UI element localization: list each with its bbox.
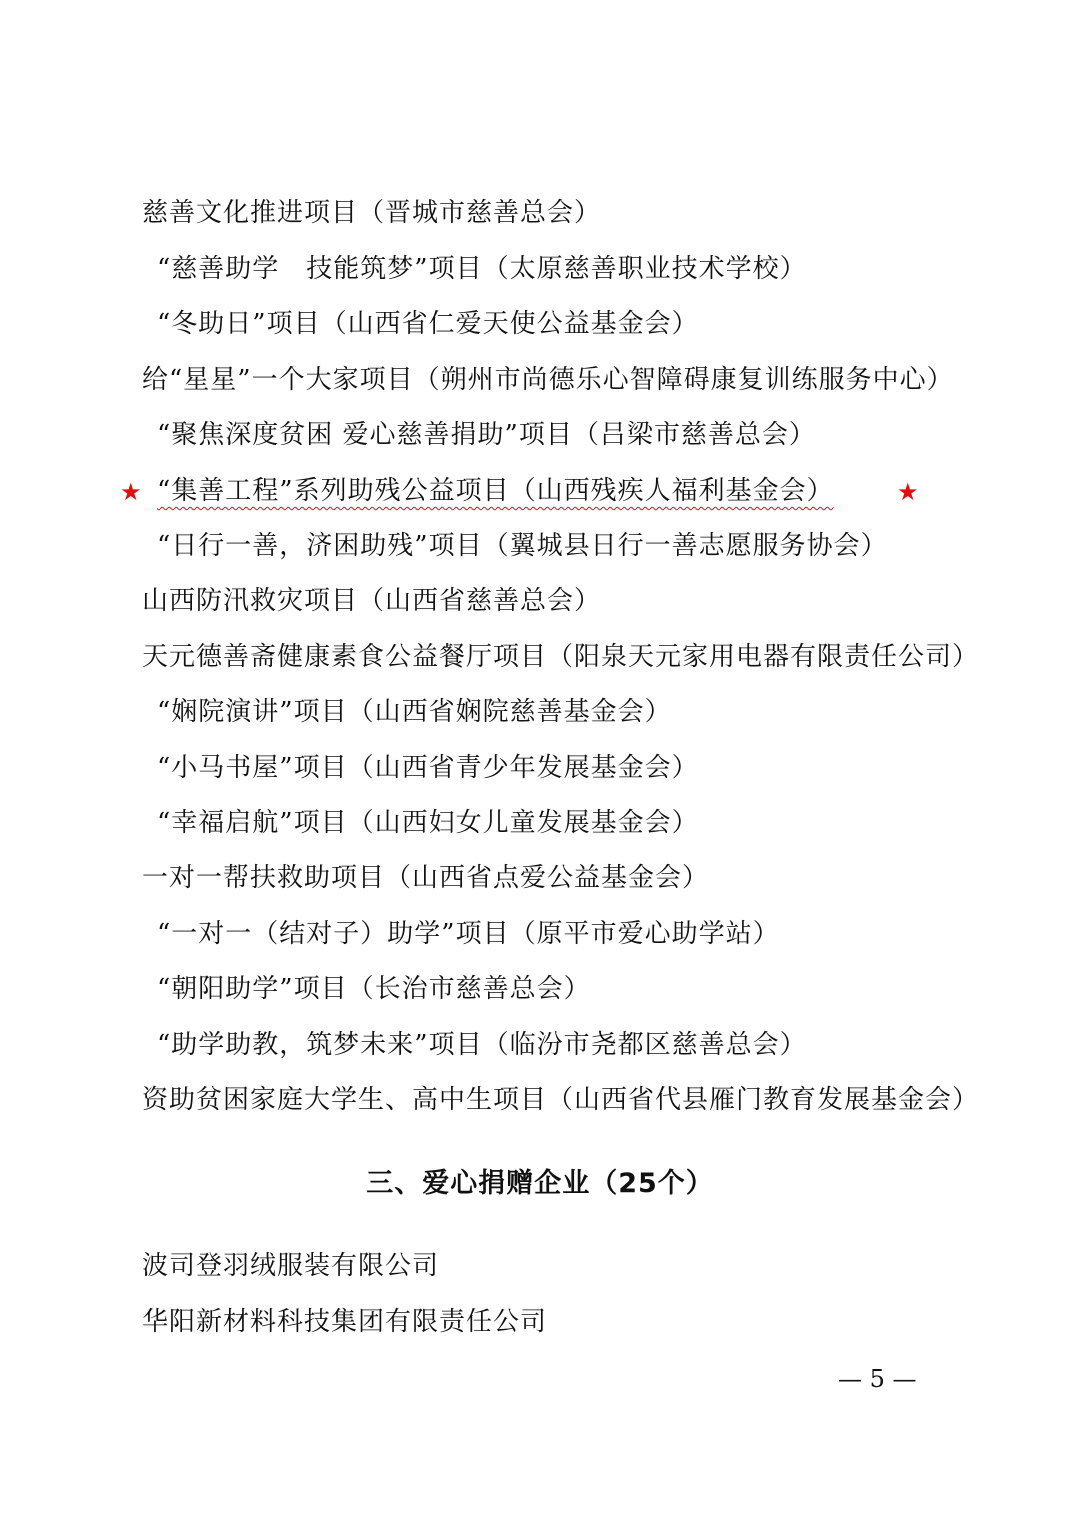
highlighted-project-text: “集善工程”系列助残公益项目（山西残疾人福利基金会） xyxy=(157,476,834,506)
project-item: 一对一帮扶救助项目（山西省点爱公益基金会） xyxy=(142,863,710,893)
project-item: “朝阳助学”项目（长治市慈善总会） xyxy=(157,974,591,1004)
project-item: 天元德善斋健康素食公益餐厅项目（阳泉天元家用电器有限责任公司） xyxy=(142,642,980,672)
company-item: 波司登羽绒服装有限公司 xyxy=(142,1251,440,1281)
page-number: — 5 — xyxy=(838,1365,917,1393)
project-item-highlighted xyxy=(157,471,834,511)
project-item: 给“星星”一个大家项目（朔州市尚德乐心智障碍康复训练服务中心） xyxy=(142,365,954,395)
project-item: “幸福启航”项目（山西妇女儿童发展基金会） xyxy=(157,808,699,838)
project-item: “冬助日”项目（山西省仁爱天使公益基金会） xyxy=(157,309,699,339)
project-item: 山西防汛救灾项目（山西省慈善总会） xyxy=(142,586,602,616)
project-item: “小马书屋”项目（山西省青少年发展基金会） xyxy=(157,753,699,783)
star-icon-left: ★ xyxy=(120,478,142,506)
section-heading: 三、爱心捐赠企业（25个） xyxy=(366,1168,714,1199)
project-item: “聚焦深度贫困 爱心慈善捐助”项目（吕梁市慈善总会） xyxy=(157,420,816,450)
project-item: “慈善助学 技能筑梦”项目（太原慈善职业技术学校） xyxy=(157,254,807,284)
project-item: “助学助教，筑梦未来”项目（临汾市尧都区慈善总会） xyxy=(157,1030,807,1060)
star-icon-right: ★ xyxy=(897,478,919,506)
project-item: 慈善文化推进项目（晋城市慈善总会） xyxy=(142,198,602,228)
project-item: “一对一（结对子）助学”项目（原平市爱心助学站） xyxy=(157,919,780,949)
project-item: “日行一善，济困助残”项目（翼城县日行一善志愿服务协会） xyxy=(157,531,888,561)
company-item: 华阳新材料科技集团有限责任公司 xyxy=(142,1307,548,1337)
project-item: “娴院演讲”项目（山西省娴院慈善基金会） xyxy=(157,697,672,727)
project-item: 资助贫困家庭大学生、高中生项目（山西省代县雁门教育发展基金会） xyxy=(142,1085,980,1115)
